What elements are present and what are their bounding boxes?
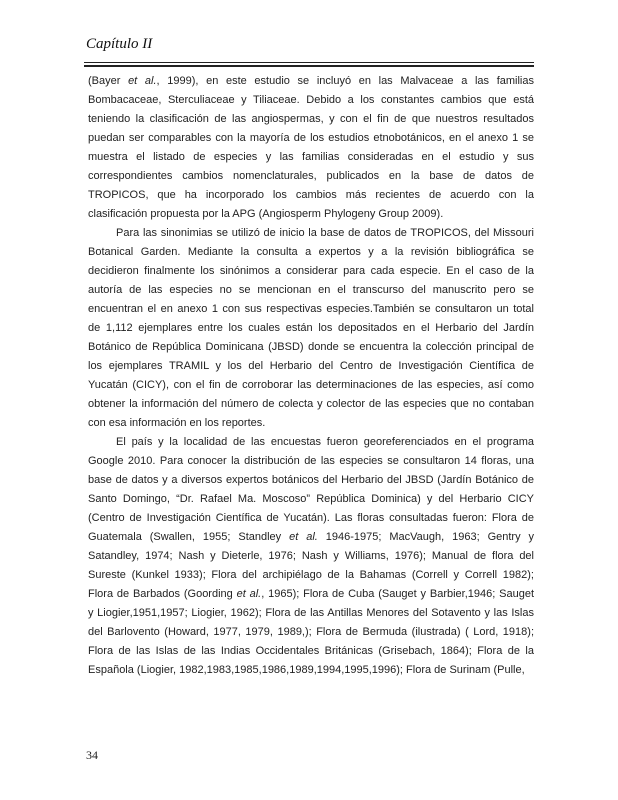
text-line: Bombacaceae, Sterculiaceae y Tiliaceae. Debido a los constantes cambios que está bbox=[88, 94, 534, 106]
text-line: puedan ser comparables con la mayoría de los estudios etnobotánicos, en el anexo 1 se bbox=[88, 132, 534, 144]
text-line: Google 2010. Para conocer la distribución de las especies se consultaron 14 floras, una bbox=[88, 455, 534, 467]
text-line: Satandley, 1974; Nash y Dieterle, 1976; Nash y Williams, 1976); Manual de flora del bbox=[88, 550, 534, 562]
text-line: clasificación propuesta por la APG (Angiosperm Phylogeny Group 2009). bbox=[88, 208, 444, 220]
header-rule-thick bbox=[84, 65, 534, 67]
text-line: Botánico de República Dominicana (JBSD) donde se encuentra la colección principal de bbox=[88, 341, 534, 353]
text-line: Santo Domingo, “Dr. Rafael Ma. Moscoso” República Dominica) y del Herbario CICY bbox=[88, 493, 534, 505]
text-line: (Bayer et al., 1999), en este estudio se incluyó en las Malvaceae a las familias bbox=[88, 75, 534, 87]
text-line: teniendo la clasificación de las angiospermas, y con el fin de que nuestros resultados bbox=[88, 113, 534, 125]
text-line: Yucatán (CICY), con el fin de corroborar las determinaciones de las especies, así como bbox=[88, 379, 534, 391]
text-line: Sureste (Kunkel 1933); Flora del archipiélago de la Bahamas (Correll y Correll 1982); bbox=[88, 569, 534, 581]
text-line: Flora de las Islas de las Indias Occidentales Británicas (Grisebach, 1864); Flora de la bbox=[88, 645, 534, 657]
text-line: autoría de las especies no se mencionan en el transcurso del manuscrito pero se bbox=[88, 284, 534, 296]
body-text bbox=[88, 72, 534, 680]
italic-text: et al. bbox=[236, 588, 262, 600]
text-line: decidieron finalmente los sinónimos a considerar para cada especie. En el caso de la bbox=[88, 265, 534, 277]
text-line: obtener la información del número de colecta y colector de las especies que no contaban bbox=[88, 398, 534, 410]
text-line: Para las sinonimias se utilizó de inicio la base de datos de TROPICOS, del Missouri bbox=[116, 227, 534, 239]
text-line: los ejemplares TRAMIL y los del Herbario del Centro de Investigación Científica de bbox=[88, 360, 534, 372]
text-line: base de datos y a diversos expertos botánicos del Herbario del JBSD (Jardín Botánico de bbox=[88, 474, 534, 486]
text-line: TROPICOS, que ha incorporado los cambios más recientes de acuerdo con la bbox=[88, 189, 534, 201]
text-line: Española (Liogier, 1982,1983,1985,1986,1989,1994,1995,1996); Flora de Surinam (Pulle, bbox=[88, 664, 525, 676]
page-number: 34 bbox=[86, 748, 98, 762]
text-line: Guatemala (Swallen, 1955; Standley et al. 1946-1975; MacVaugh, 1963; Gentry y bbox=[88, 531, 535, 543]
italic-text: et al. bbox=[128, 75, 157, 87]
text-line: muestra el listado de especies y las familias consideradas en el estudio y sus bbox=[88, 151, 534, 163]
header-rule-thin bbox=[84, 62, 534, 63]
paragraph bbox=[88, 433, 534, 680]
text-line: Flora de Barbados (Goording et al., 1965); Flora de Cuba (Sauget y Barbier,1946; Sauget bbox=[88, 588, 534, 600]
text-line: El país y la localidad de las encuestas fueron georeferenciados en el programa bbox=[116, 436, 534, 448]
text-line: con esa información en los reportes. bbox=[88, 417, 266, 429]
text-line: del Barlovento (Howard, 1977, 1979, 1989,); Flora de Bermuda (ilustrada) ( Lord, 1918); bbox=[88, 626, 534, 638]
paragraph bbox=[88, 224, 534, 433]
text-line: Botanical Garden. Mediante la consulta a expertos y a la revisión bibliográfica se bbox=[88, 246, 534, 258]
text-line: encuentran el en anexo 1 con sus respectivas especies.También se consultaron un total bbox=[88, 303, 534, 315]
paragraph bbox=[88, 72, 534, 224]
chapter-title: Capítulo II bbox=[86, 36, 153, 52]
text-line: de 1,112 ejemplares entre los cuales están los depositados en el Herbario del Jardín bbox=[88, 322, 534, 334]
text-line: y Liogier,1951,1957; Liogier, 1962); Flora de las Antillas Menores del Sotavento y las Islas bbox=[88, 607, 534, 619]
text-line: (Centro de Investigación Científica de Yucatán). Las floras consultadas fueron: Flora de bbox=[88, 512, 534, 524]
text-line: correspondientes cambios nomenclaturales, publicados en la base de datos de bbox=[88, 170, 534, 182]
italic-text: et al. bbox=[289, 531, 318, 543]
